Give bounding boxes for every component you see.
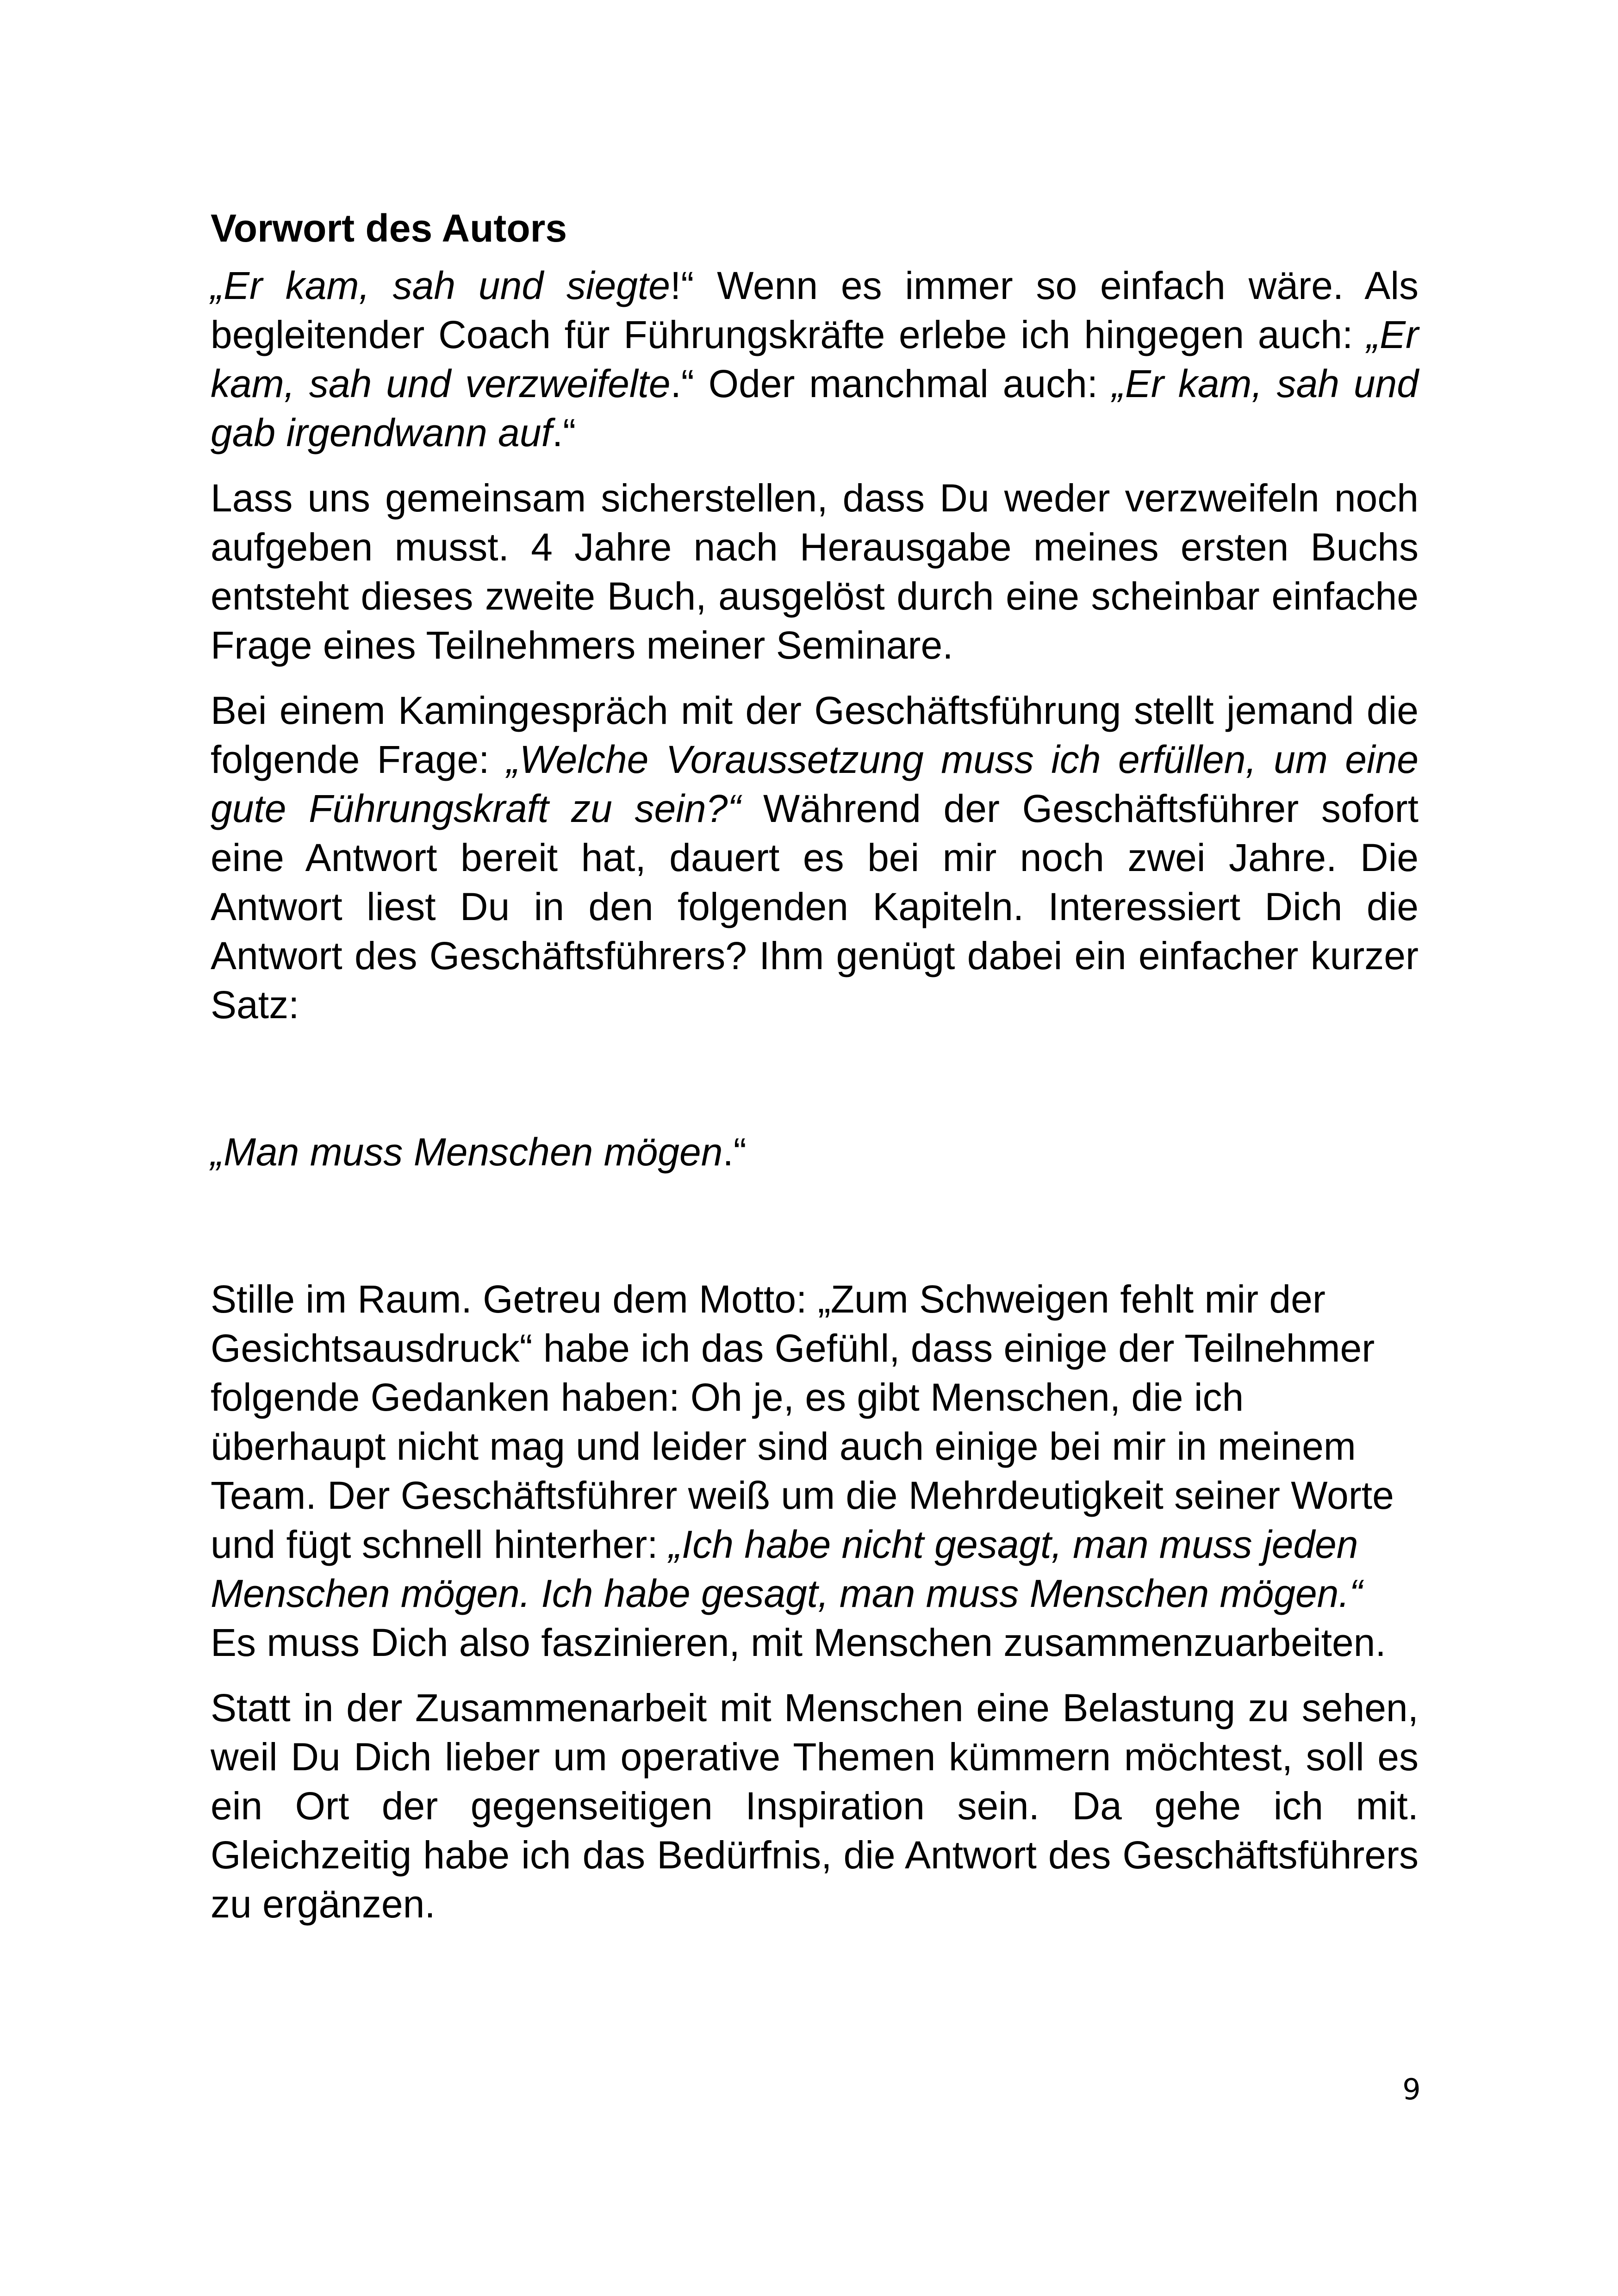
page-number: 9	[1402, 2072, 1421, 2106]
paragraph-3	[211, 686, 1419, 1029]
quote-question: „Welche Voraussetzung muss ich erfüllen, um eine gute Führungskraft zu sein?“	[211, 738, 1419, 830]
paragraph-2: Lass uns gemeinsam sicherstellen, dass Du weder verzweifeln noch aufgeben musst. 4 Jahre nach Herausgabe meines ersten Buchs entsteht dieses zweite Buch, ausgelöst durch eine scheinbar einfache Frage eines Teilnehmers meiner Seminare.	[211, 476, 1419, 667]
central-quote-close: .“	[722, 1130, 747, 1174]
quote-verzweifelte-close: .“	[670, 362, 694, 405]
paragraph-1-text-b: Oder manchmal auch:	[694, 362, 1112, 405]
paragraph-4-text-a: Stille im Raum. Getreu dem Motto: „Zum Schweigen fehlt mir der Gesichtsausdruck“ habe ich das Gefühl, dass einige der Teilnehmer folgende Gedanken haben: Oh je, es gibt Menschen, die ich überhaupt nicht mag und leider sind auch einige bei mir in meinem Team. Der Geschäftsführer weiß um die Mehrdeutigkeit seiner Worte und fügt schnell hinterher:	[211, 1277, 1394, 1566]
quote-siegte: „Er kam, sah und siegte	[211, 264, 670, 307]
paragraph-3-text-a: Bei einem Kamingespräch mit der Geschäftsführung stellt jemand die folgende Frage:	[211, 689, 1419, 781]
central-quote	[211, 1127, 1419, 1176]
page-body	[211, 204, 1419, 1945]
quote-gab-auf: „Er kam, sah und gab irgendwann auf	[211, 362, 1419, 454]
paragraph-3-text-b: Während der Geschäftsführer sofort eine Antwort bereit hat, dauert es bei mir noch zwei Jahre. Die Antwort liest Du in den folgenden Kapiteln. Interessiert Dich die Antwort des Geschäftsführers? Ihm genügt dabei ein einfacher kurzer Satz:	[211, 787, 1419, 1027]
quote-ceo-clarification: „Ich habe nicht gesagt, man muss jeden Menschen mögen. Ich habe gesagt, man muss Menschen mögen.“	[211, 1523, 1363, 1615]
central-quote-text: „Man muss Menschen mögen	[211, 1130, 723, 1174]
quote-verzweifelte: „Er kam, sah und verzweifelte	[211, 313, 1419, 405]
paragraph-5: Statt in der Zusammenarbeit mit Menschen eine Belastung zu sehen, weil Du Dich lieber um operative Themen kümmern möchtest, soll es ein Ort der gegenseitigen Inspiration sein. Da gehe ich mit. Gleichzeitig habe ich das Bedürfnis, die Antwort des Geschäftsführers zu ergänzen.	[211, 1686, 1419, 1926]
quote-gab-auf-close: .“	[552, 411, 576, 454]
paragraph-1	[211, 261, 1419, 457]
paragraph-4-text-b: Es muss Dich also faszinieren, mit Menschen zusammenzuarbeiten.	[211, 1621, 1386, 1664]
paragraph-4	[211, 1275, 1419, 1667]
chapter-heading: Vorwort des Autors	[211, 206, 567, 250]
quote-siegte-close: !“	[670, 264, 694, 307]
paragraph-1-text-a: Wenn es immer so einfach wäre. Als begleitender Coach für Führungskräfte erlebe ich hingegen auch:	[211, 264, 1419, 356]
